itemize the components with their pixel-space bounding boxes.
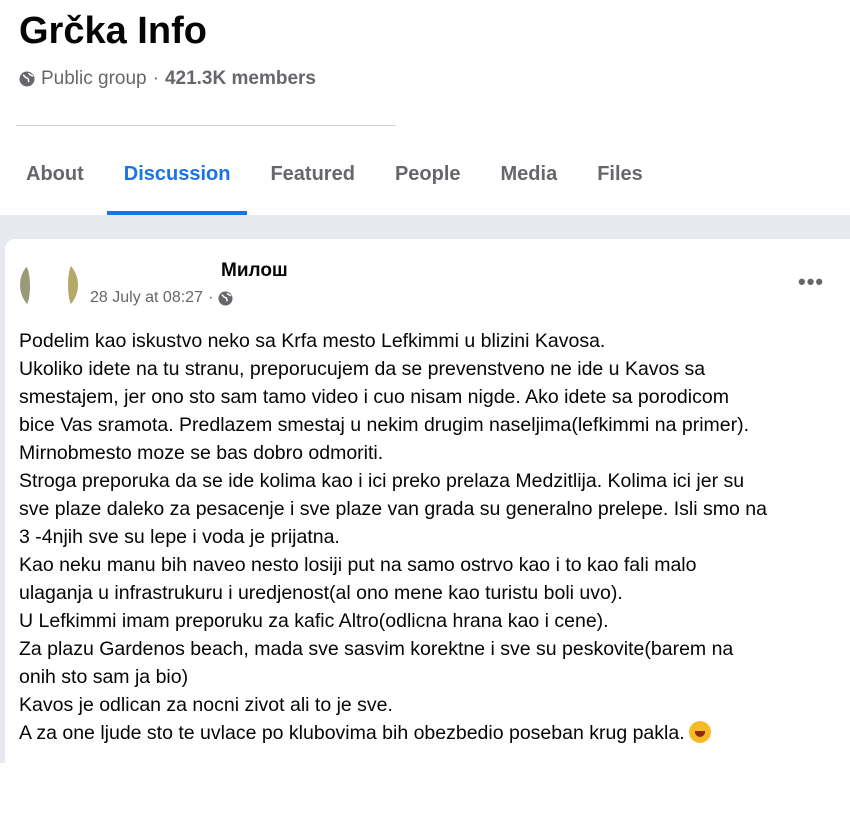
time-separator: · [207,289,214,306]
post-card [5,239,850,839]
post-line: Za plazu Gardenos beach, mada sve sasvim korektne i sve su peskovite(barem na [19,638,734,660]
group-meta [19,68,316,90]
tab-people[interactable]: People [394,163,461,185]
privacy-label: Public group [41,68,147,89]
post-meta [90,289,233,307]
post-line: Podelim kao iskustvo neko sa Krfa mesto Lefkimmi u blizini Kavosa. [19,330,606,352]
post-line: U Lefkimmi imam preporuku za kafic Altro(odlicna hrana kao i cene). [19,610,609,632]
avatar[interactable] [20,256,78,314]
post-line: Kavos je odlican za nocni zivot ali to je sve. [19,694,393,716]
post-line: ulaganja u infrastrukuru i uredjenost(al ono mene kao turistu boli uvo). [19,582,623,604]
meta-separator: · [152,68,159,89]
more-options-button[interactable]: ••• [798,269,825,294]
post-time[interactable]: 28 July at 08:27 [90,289,203,306]
globe-icon [218,291,233,306]
post-line: Kao neku manu bih naveo nesto losiji put na samo ostrvo kao i to kao fali malo [19,554,697,576]
group-title[interactable]: Grčka Info [19,10,207,52]
post-line: Stroga preporuka da se ide kolima kao i ici preko prelaza Medzitlija. Kolima ici jer su [19,470,745,492]
laughing-emoji-icon [689,721,711,743]
tab-featured[interactable]: Featured [270,163,355,185]
header-divider [16,125,396,126]
group-tabs [0,140,666,215]
post-line: A za one ljude sto te uvlace po klubovima bih obezbedio poseban krug pakla. [19,722,685,744]
feed [0,215,850,763]
post-line: sve plaze daleko za pesacenje i sve plaze van grada su generalno prelepe. Isli smo na [19,498,767,520]
member-count[interactable]: 421.3K members [164,68,316,89]
tab-about[interactable]: About [26,163,84,185]
post-body [19,327,767,747]
post-line-last [19,719,767,747]
post-line: 3 -4njih sve su lepe i voda je prijatna. [19,526,340,548]
post-line: onih sto sam ja bio) [19,666,189,688]
post-line: Mirnobmesto moze se bas dobro odmoriti. [19,442,384,464]
post-line: smestajem, jer ono sto sam tamo video i cuo nisam nigde. Ako idete sa porodicom [19,386,729,408]
post-author[interactable]: Милош [221,260,288,281]
tab-media[interactable]: Media [500,163,558,185]
post-line: Ukoliko idete na tu stranu, preporucujem da se prevenstveno ne ide u Kavos sa [19,358,706,380]
post-line: bice Vas sramota. Predlazem smestaj u nekim drugim naseljima(lefkimmi na primer). [19,414,750,436]
globe-icon [19,71,35,87]
tab-discussion[interactable]: Discussion [107,140,248,215]
tab-files[interactable]: Files [597,163,643,185]
